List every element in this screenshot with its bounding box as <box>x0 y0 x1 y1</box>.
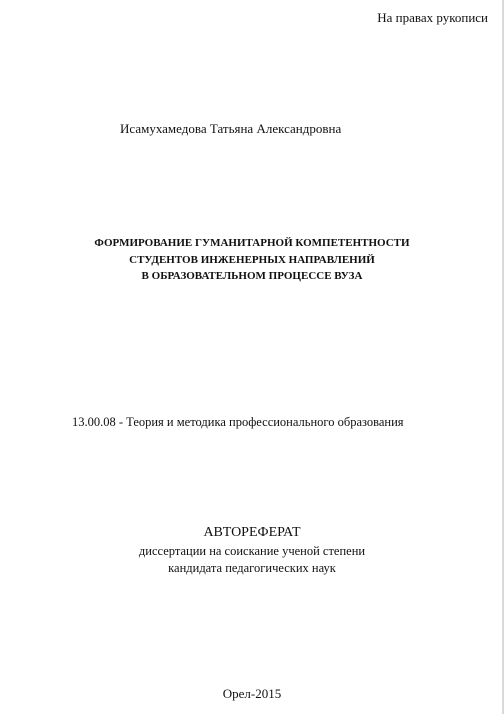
title-line-1: ФОРМИРОВАНИЕ ГУМАНИТАРНОЙ КОМПЕТЕНТНОСТИ <box>94 237 410 249</box>
abstract-heading: АВТОРЕФЕРАТ <box>203 525 301 540</box>
abstract-block <box>0 524 504 577</box>
abstract-line-2: кандидата педагогических наук <box>168 560 336 575</box>
specialty-code-line: 13.00.08 - Теория и методика профессионального образования <box>72 415 404 429</box>
document-title <box>0 235 504 285</box>
abstract-line-1: диссертации на соискание ученой степени <box>138 543 366 558</box>
manuscript-rights-note: На правах рукописи <box>377 10 488 25</box>
author-name: Исамухамедова Татьяна Александровна <box>120 121 342 136</box>
title-line-2: СТУДЕНТОВ ИНЖЕНЕРНЫХ НАПРАВЛЕНИЙ <box>129 253 375 266</box>
title-line-3: В ОБРАЗОВАТЕЛЬНОМ ПРОЦЕССЕ ВУЗА <box>141 270 363 282</box>
place-and-year: Орел-2015 <box>222 686 282 701</box>
